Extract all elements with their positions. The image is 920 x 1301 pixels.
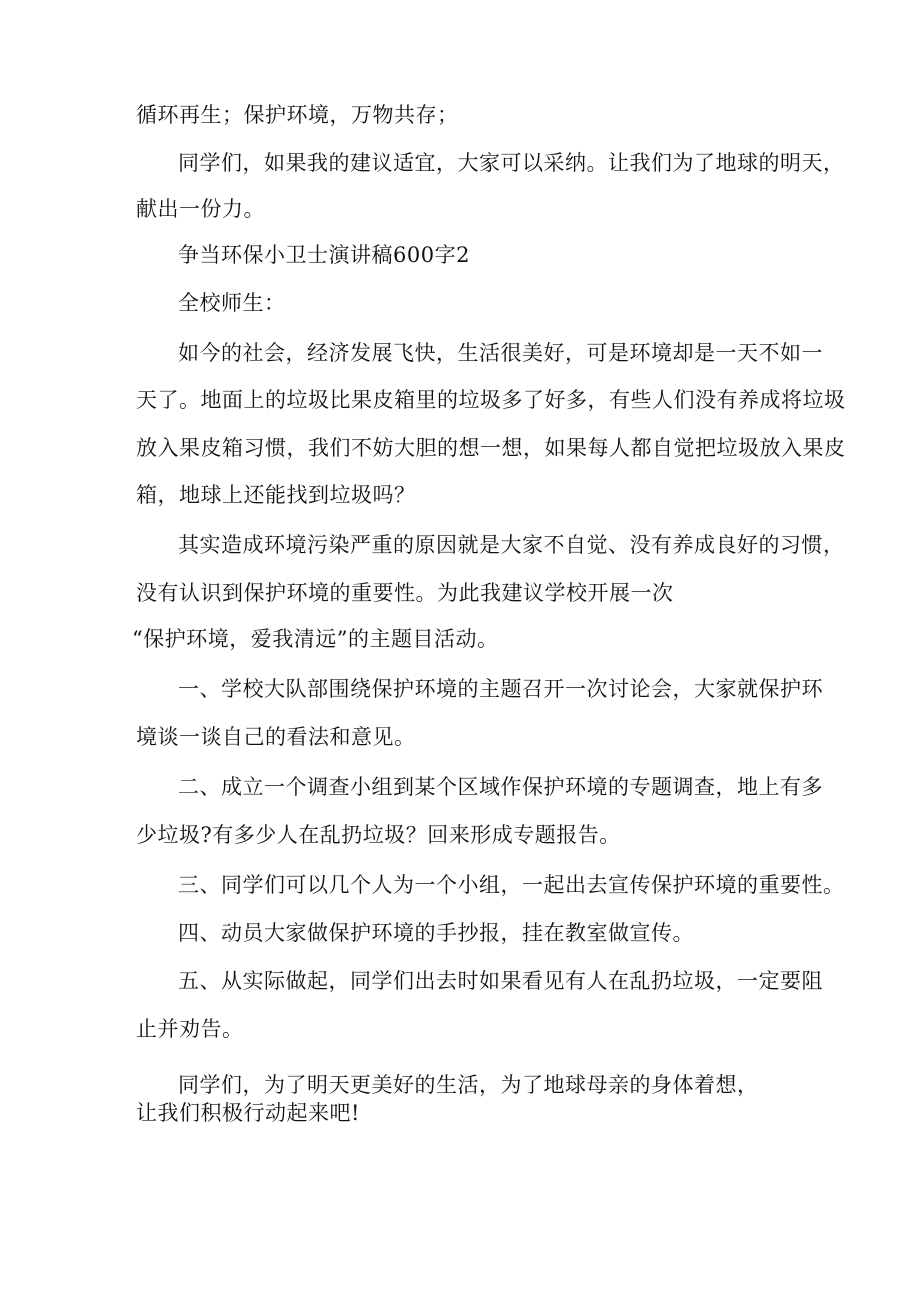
text-line: 同学们，为了明天更美好的生活，为了地球母亲的身体着想， — [178, 1073, 759, 1097]
text-line: 让我们积极行动起来吧! — [136, 1101, 360, 1125]
text-line: 箱，地球上还能找到垃圾吗？ — [136, 483, 416, 507]
text-line: 献出一份力。 — [136, 197, 265, 221]
list-item-continuation: 少垃圾?有多少人在乱扔垃圾？回来形成专题报告。 — [136, 823, 621, 847]
section-title: 争当环保小卫士演讲稿600字2 — [178, 243, 470, 267]
list-item: 三、同学们可以几个人为一个小组，一起出去宣传保护环境的重要性。 — [178, 873, 845, 897]
list-item: 四、动员大家做保护环境的手抄报，挂在教室做宣传。 — [178, 921, 694, 945]
text-line: 没有认识到保护环境的重要性。为此我建议学校开展一次 — [136, 581, 674, 605]
text-line: 循环再生；保护环境，万物共存； — [136, 103, 459, 127]
list-item: 一、学校大队部围绕保护环境的主题召开一次讨论会，大家就保护环 — [178, 677, 823, 701]
list-item: 二、成立一个调查小组到某个区域作保护环境的专题调查，地上有多 — [178, 775, 823, 799]
text-line: 其实造成环境污染严重的原因就是大家不自觉、没有养成良好的习惯， — [178, 533, 845, 557]
text-line: 如今的社会，经济发展飞快，生活很美好，可是环境却是一天不如一 — [178, 341, 823, 365]
text-line: 天了。地面上的垃圾比果皮箱里的垃圾多了好多，有些人们没有养成将垃圾 — [136, 388, 846, 412]
text-line: “保护环境，爱我清远”的主题目活动。 — [132, 627, 499, 651]
list-item-continuation: 境谈一谈自己的看法和意见。 — [136, 725, 416, 749]
list-item: 五、从实际做起，同学们出去时如果看见有人在乱扔垃圾，一定要阻 — [178, 969, 823, 993]
list-item-continuation: 止并劝告。 — [136, 1017, 244, 1041]
text-line: 放入果皮箱习惯，我们不妨大胆的想一想，如果每人都自觉把垃圾放入果皮 — [136, 436, 846, 460]
text-line: 同学们，如果我的建议适宜，大家可以采纳。让我们为了地球的明天， — [178, 151, 845, 175]
salutation: 全校师生： — [178, 291, 286, 315]
